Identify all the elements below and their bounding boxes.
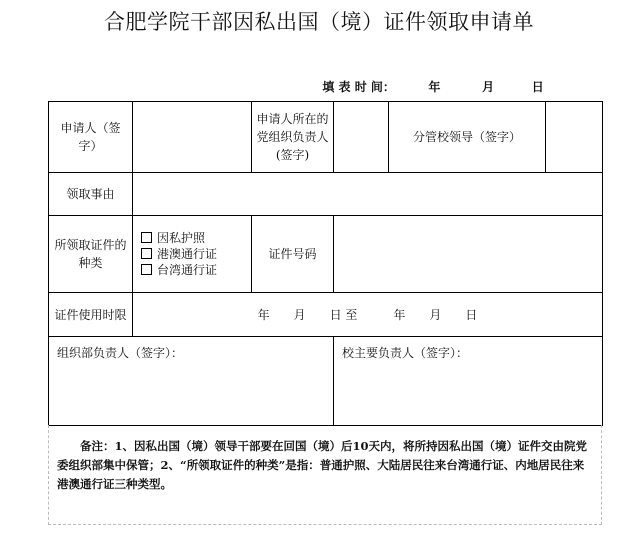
checkbox-icon[interactable] <box>141 248 152 259</box>
doc-type-option[interactable]: 港澳通行证 <box>141 246 251 262</box>
validity-label: 证件使用时限 <box>49 293 133 337</box>
doc-number-label: 证件号码 <box>252 216 334 293</box>
fill-date-day: 日 <box>531 80 544 94</box>
note-text: 备注：1、因私出国（境）领导干部要在回国（境）后10天内，将所持因私出国（境）证件交由院党委组织部集中保管；2、“所领取证件的种类”是指：普通护照、大陆居民往来台湾通行证、内地居民往来港澳通行证三种类型。 <box>57 439 587 491</box>
school-leader-label: 分管校领导（签字） <box>389 102 546 173</box>
fill-date-month: 月 <box>482 80 495 94</box>
reason-field[interactable] <box>133 173 603 216</box>
applicant-signature-field[interactable] <box>133 102 252 173</box>
dept-head-signature-field[interactable] <box>334 102 389 173</box>
school-leader-signature-field[interactable] <box>546 102 603 173</box>
org-head-label: 组织部负责人（签字）： <box>57 346 184 360</box>
principal-label: 校主要负责人（签字）： <box>342 346 469 360</box>
validity-period-field[interactable]: 年 月 日 至 年 月 日 <box>133 293 603 337</box>
fill-date <box>314 64 544 95</box>
fill-date-label: 填 表 时 间： <box>322 80 395 94</box>
principal-signature-box[interactable] <box>334 337 603 426</box>
applicant-label: 申请人（签字） <box>49 102 133 173</box>
page-title: 合肥学院干部因私出国（境）证件领取申请单 <box>104 10 534 34</box>
checkbox-icon[interactable] <box>141 264 152 275</box>
doc-type-option[interactable]: 因私护照 <box>141 230 251 246</box>
application-form <box>48 101 603 426</box>
doc-type-options <box>133 216 252 293</box>
fill-date-year: 年 <box>428 80 441 94</box>
doc-type-option[interactable]: 台湾通行证 <box>141 262 251 278</box>
doc-number-field[interactable] <box>334 216 603 293</box>
org-head-signature-box[interactable] <box>49 337 334 426</box>
reason-label: 领取事由 <box>49 173 133 216</box>
checkbox-icon[interactable] <box>141 232 152 243</box>
note-box <box>48 425 602 525</box>
dept-head-label: 申请人所在的党组织负责人(签字) <box>252 102 334 173</box>
doc-type-label: 所领取证件的种类 <box>49 216 133 293</box>
